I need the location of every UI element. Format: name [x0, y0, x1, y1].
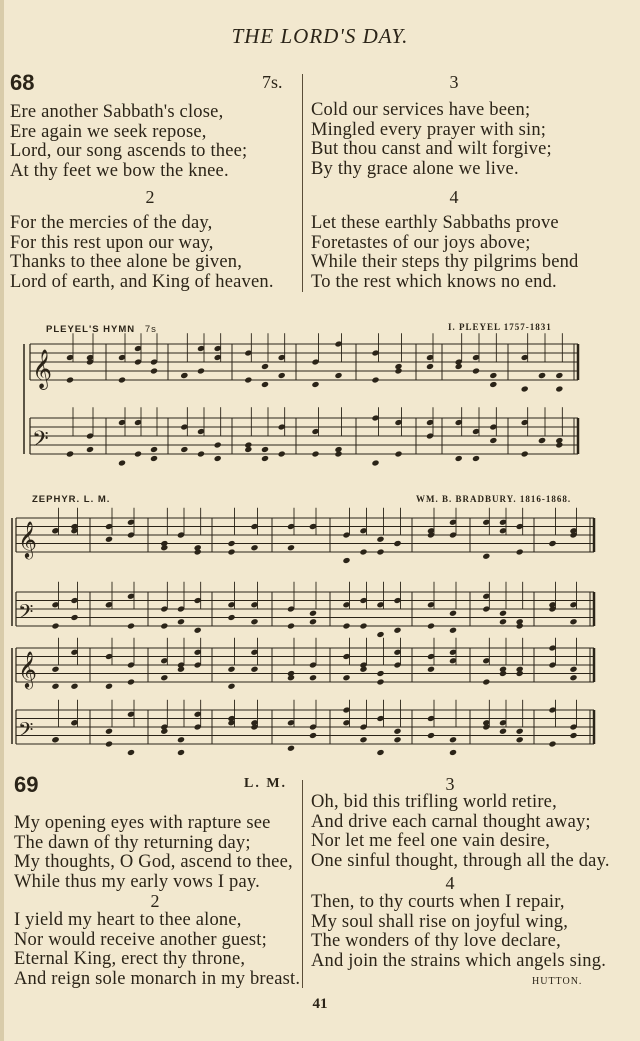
verse-line: But thou canst and wilt forgive; [311, 139, 552, 159]
hymn-69-stanza-3 [311, 793, 610, 871]
verse-line: Nor would receive another guest; [14, 929, 267, 950]
verse-line: Let these earthly Sabbaths prove [311, 213, 559, 233]
hymn-68-meter: 7s. [262, 72, 283, 92]
svg-text:𝄢: 𝄢 [18, 600, 34, 628]
svg-text:𝄞: 𝄞 [18, 520, 37, 558]
hymn-68-stanza-4 [311, 214, 579, 292]
hymn-69-stanza-4 [311, 893, 606, 971]
verse-line: And drive each carnal thought away; [311, 811, 591, 832]
svg-text:𝄞: 𝄞 [18, 650, 37, 688]
verse-line: Lord, our song ascends to thee; [10, 141, 248, 161]
verse-line: Nor let me feel one vain desire, [311, 831, 551, 851]
column-divider-top [302, 74, 303, 292]
verse-line: By thy grace alone we live. [311, 158, 519, 179]
verse-line: Then, to thy courts when I repair, [311, 892, 565, 912]
stanza-number: 2 [150, 891, 160, 911]
tune-title-zephyr: ZEPHYR. L. M. [32, 494, 111, 505]
verse-line: And join the strains which angels sing. [311, 950, 607, 971]
svg-text:𝄢: 𝄢 [18, 718, 34, 746]
verse-line: Eternal King, erect thy throne, [14, 949, 246, 969]
verse-line: Foretastes of our joys above; [311, 232, 531, 253]
running-header: THE LORD'S DAY. [231, 24, 409, 48]
hymn-68-stanza-2 [10, 214, 274, 292]
verse-line: My soul shall rise on joyful wing, [311, 911, 569, 932]
tune-name: PLEYEL'S HYMN [46, 324, 136, 335]
verse-line: Cold our services have been; [311, 100, 531, 120]
stanza-number: 3 [445, 774, 455, 794]
music-notation [0, 330, 640, 790]
verse-line: I yield my heart to thee alone, [14, 910, 242, 930]
verse-line: The wonders of thy love declare, [311, 931, 561, 951]
hymn-68-number: 68 [10, 70, 35, 95]
verse-line: Thanks to thee alone be given, [10, 252, 243, 272]
verse-line: To the rest which knows no end. [311, 271, 557, 292]
stanza-number: 2 [145, 187, 155, 207]
verse-line: Lord of earth, and King of heaven. [10, 271, 274, 292]
hymn-69-number: 69 [14, 772, 39, 797]
verse-line: One sinful thought, through all the day. [311, 850, 610, 871]
svg-text:𝄢: 𝄢 [32, 427, 49, 457]
verse-line: Ere again we seek repose, [10, 121, 207, 142]
hymn-68-stanza-1 [10, 103, 247, 181]
verse-line: My thoughts, O God, ascend to thee, [14, 852, 293, 872]
stanza-number: 4 [449, 187, 459, 207]
tune-meter: 7s [144, 324, 157, 335]
verse-line: For the mercies of the day, [10, 213, 213, 233]
hymn-68-stanza-3 [311, 101, 552, 179]
hymn-69-stanza-2 [14, 911, 300, 989]
hymn-69-meter: L. M. [244, 776, 288, 791]
verse-line: And reign sole monarch in my breast. [14, 968, 301, 989]
svg-text:𝄞: 𝄞 [32, 349, 53, 389]
tune-composer-pleyel: I. PLEYEL 1757-1831 [448, 322, 552, 332]
verse-line: My opening eyes with rapture see [14, 813, 271, 833]
verse-line: Mingled every prayer with sin; [311, 119, 547, 140]
verse-line: While thus my early vows I pay. [14, 871, 260, 892]
hymn-69-stanza-1 [14, 814, 293, 892]
hymn-69-author: HUTTON. [532, 976, 583, 987]
verse-line: At thy feet we bow the knee. [10, 160, 229, 181]
verse-line: For this rest upon our way, [10, 232, 214, 253]
verse-line: Oh, bid this trifling world retire, [311, 792, 557, 812]
stanza-number: 4 [445, 873, 455, 893]
tune-composer-zephyr: WM. B. BRADBURY. 1816-1868. [416, 494, 572, 504]
verse-line: Ere another Sabbath's close, [10, 102, 224, 122]
verse-line: While their steps thy pilgrims bend [311, 252, 579, 272]
verse-line: The dawn of thy returning day; [14, 832, 251, 853]
page-number: 41 [312, 996, 328, 1012]
stanza-number: 3 [449, 72, 459, 92]
column-divider-bottom [302, 780, 303, 988]
